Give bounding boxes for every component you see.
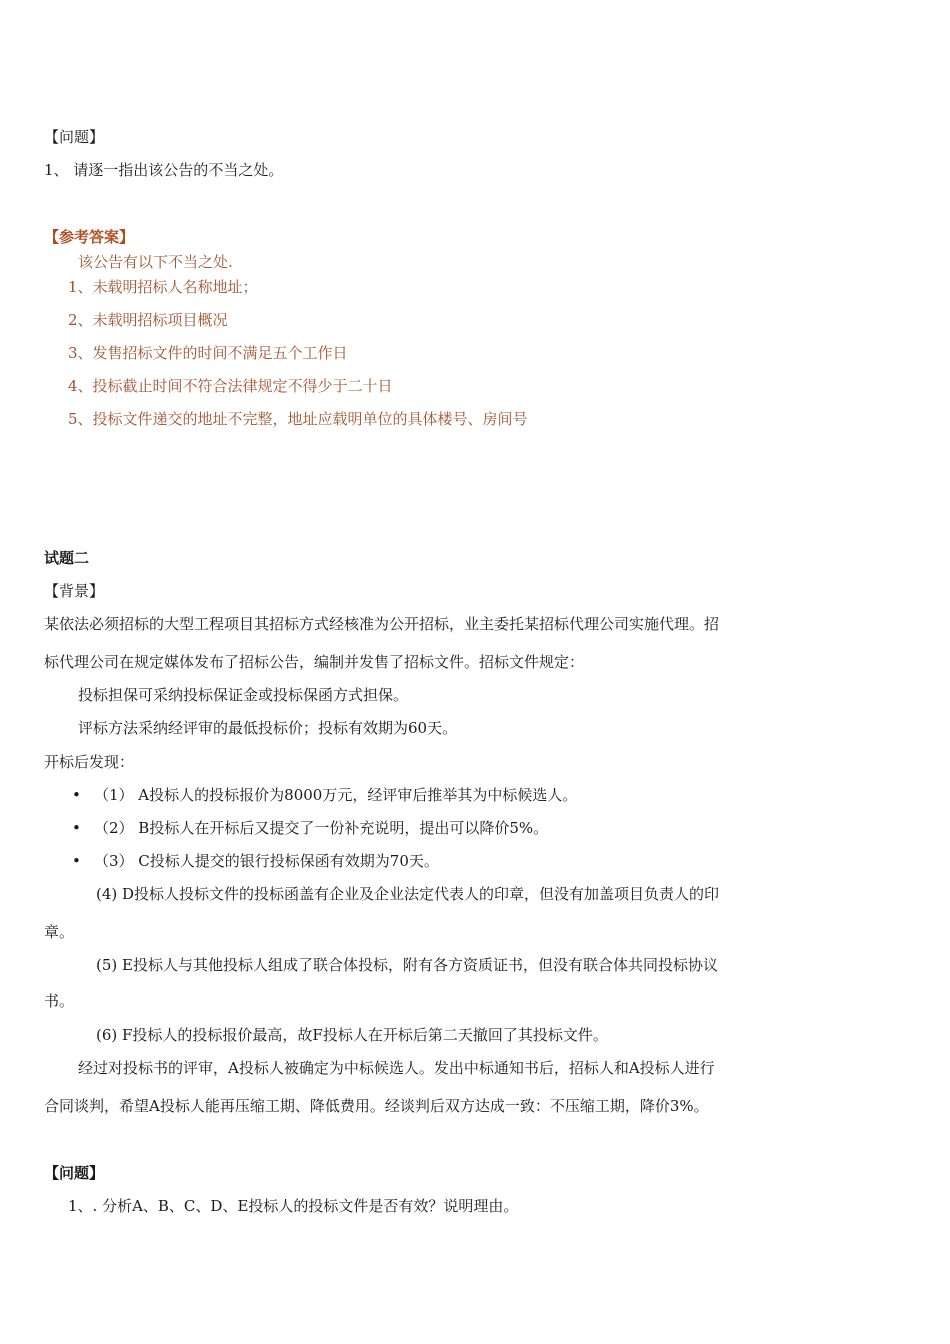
rule-text: 投标担保可采纳投标保证金或投标保函方式担保。: [78, 686, 409, 704]
answer-item: 2、未载明招标项目概况: [68, 311, 228, 329]
question-heading: 【问题】: [44, 1164, 105, 1182]
list-item: (6) F投标人的投标报价最高，故F投标人在开标后第二天撤回了其投标文件。: [96, 1026, 608, 1044]
background-paragraph-line: 标代理公司在规定媒体发布了招标公告，编制并发售了招标文件。招标文件规定：: [44, 653, 585, 671]
bullet-icon: •: [72, 819, 81, 837]
answer-heading: 【参考答案】: [44, 228, 135, 246]
background-paragraph-line: 某依法必须招标的大型工程项目其招标方式经核准为公开招标，业主委托某招标代理公司实施代理。招: [44, 615, 720, 633]
found-text: 开标后发现：: [44, 753, 135, 771]
question-heading: 【问题】: [44, 128, 105, 146]
evaluation-paragraph-line: 经过对投标书的评审，A投标人被确定为中标候选人。发出中标通知书后，招标人和A投标人进行: [78, 1059, 715, 1077]
background-heading: 【背景】: [44, 582, 105, 600]
answer-item: 1、未载明招标人名称地址；: [68, 278, 258, 296]
question-text: 1、 请逐一指出该公告的不当之处。: [44, 161, 284, 179]
answer-item: 5、投标文件递交的地址不完整，地址应载明单位的具体楼号、房间号: [68, 410, 528, 428]
answer-intro: 该公告有以下不当之处.: [78, 253, 233, 271]
list-item: (4) D投标人投标文件的投标函盖有企业及企业法定代表人的印章，但没有加盖项目负责人的印: [96, 885, 720, 903]
question-text: 1、. 分析A、B、C、D、E投标人的投标文件是否有效？说明理由。: [68, 1197, 519, 1215]
evaluation-paragraph-line: 合同谈判，希望A投标人能再压缩工期、降低费用。经谈判后双方达成一致：不压缩工期，降价3%。: [44, 1097, 709, 1115]
list-item-continuation: 章。: [44, 923, 75, 941]
list-item: （2） B投标人在开标后又提交了一份补充说明，提出可以降价5%。: [94, 819, 549, 837]
bullet-icon: •: [72, 786, 81, 804]
list-item: (5) E投标人与其他投标人组成了联合体投标，附有各方资质证书，但没有联合体共同投标协议: [96, 956, 718, 974]
bullet-icon: •: [72, 852, 81, 870]
list-item: （3） C投标人提交的银行投标保函有效期为70天。: [94, 852, 439, 870]
list-item: （1） A投标人的投标报价为8000万元，经评审后推举其为中标候选人。: [94, 786, 578, 804]
rule-text: 评标方法采纳经评审的最低投标价；投标有效期为60天。: [78, 719, 458, 737]
answer-item: 3、发售招标文件的时间不满足五个工作日: [68, 344, 348, 362]
answer-item: 4、投标截止时间不符合法律规定不得少于二十日: [68, 377, 393, 395]
list-item-continuation: 书。: [44, 992, 75, 1010]
section-title: 试题二: [44, 549, 90, 567]
